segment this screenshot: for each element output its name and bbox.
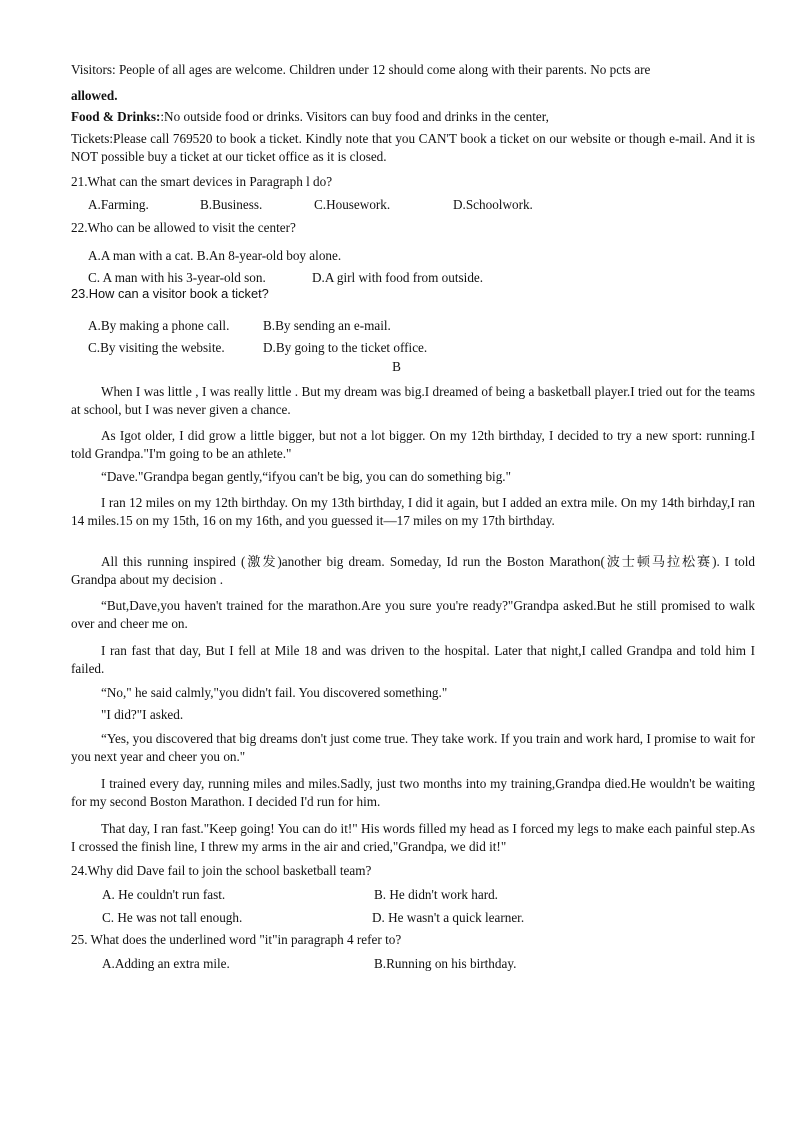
passage-paragraph-6: “But,Dave,you haven't trained for the marathon.Are you sure you're ready?"Grandpa asked.But he still promised to walk over and cheer me on.: [71, 598, 755, 631]
section-b-heading: B: [392, 359, 401, 374]
visitors-text: People of all ages are welcome. Children under 12 should come along with their parents. No pcts are: [115, 62, 651, 77]
q23-option-a: A.By making a phone call.: [88, 318, 230, 333]
q21-option-d: D.Schoolwork.: [453, 197, 533, 212]
passage-paragraph-8: “No," he said calmly,"you didn't fail. You discovered something.": [101, 685, 448, 700]
passage-paragraph-10: “Yes, you discovered that big dreams don't just come true. They take work. If you train and work hard, I promise to wait for you next year and cheer you on.": [71, 731, 755, 764]
food-label: Food & Drinks:: [71, 109, 161, 124]
q24-option-d: D. He wasn't a quick learner.: [372, 910, 525, 925]
passage-paragraph-11: I trained every day, running miles and miles.Sadly, just two months into my training,Grandpa died.He wouldn't be waiting for my second Boston Marathon. I decided I'd run for him.: [71, 776, 755, 809]
q25-question: 25. What does the underlined word "it"in paragraph 4 refer to?: [71, 932, 402, 947]
passage-paragraph-1: When I was little , I was really little . But my dream was big.I dreamed of being a basketball player.I tried out for the teams at school, but I was never given a chance.: [71, 384, 755, 417]
q24-question: 24.Why did Dave fail to join the school basketball team?: [71, 863, 372, 878]
q23-question: 23.How can a visitor book a ticket?: [71, 286, 269, 301]
passage-paragraph-2: As Igot older, I did grow a little bigger, but not a lot bigger. On my 12th birthday, I decided to try a new sport: running.I told Grandpa."I'm going to be an athlete.": [71, 428, 755, 461]
passage-paragraph-7: I ran fast that day, But I fell at Mile 18 and was driven to the hospital. Later that night,I called Grandpa and told him I failed.: [71, 643, 755, 676]
q21-option-a: A.Farming.: [88, 197, 149, 212]
visitors-rule-end: [71, 87, 755, 105]
tickets-rule: Tickets:Please call 769520 to book a ticket. Kindly note that you CAN'T book a ticket on our website or though e-mail. And it is NOT possible buy a ticket at our ticket office as it is closed.: [71, 131, 755, 164]
q24-option-b: B. He didn't work hard.: [374, 887, 498, 902]
q22-question: 22.Who can be allowed to visit the center?: [71, 220, 296, 235]
q24-option-c: C. He was not tall enough.: [102, 910, 243, 925]
food-text: :No outside food or drinks. Visitors can buy food and drinks in the center,: [160, 109, 549, 124]
passage-paragraph-4: I ran 12 miles on my 12th birthday. On my 13th birthday, I did it again, but I added an extra mile. On my 14th birhday,I ran 14 miles.15 on my 15th, 16 on my 16th, and you guessed it—17 miles on my 17th birthday.: [71, 495, 755, 528]
passage-paragraph-9: "I did?"I asked.: [101, 707, 184, 722]
q23-option-d: D.By going to the ticket office.: [263, 340, 428, 355]
food-rule: [71, 108, 755, 126]
q22-option-ab: A.A man with a cat. B.An 8-year-old boy alone.: [88, 248, 342, 263]
q25-option-a: A.Adding an extra mile.: [102, 956, 230, 971]
q22-option-d: D.A girl with food from outside.: [312, 270, 484, 285]
q21-option-b: B.Business.: [200, 197, 263, 212]
q23-option-c: C.By visiting the website.: [88, 340, 225, 355]
visitors-bold-end: allowed.: [71, 88, 118, 103]
visitors-rule: [71, 61, 755, 79]
passage-paragraph-5: All this running inspired (激发)another big dream. Someday, Id run the Boston Marathon(波士顿马拉松赛). I told Grandpa about my decision .: [71, 554, 755, 587]
q22-option-c: C. A man with his 3-year-old son.: [88, 270, 266, 285]
passage-paragraph-3: “Dave."Grandpa began gently,“ifyou can't be big, you can do something big.": [101, 469, 511, 484]
q21-question: 21.What can the smart devices in Paragraph l do?: [71, 174, 333, 189]
q21-option-c: C.Housework.: [314, 197, 391, 212]
q24-option-a: A. He couldn't run fast.: [102, 887, 226, 902]
q25-option-b: B.Running on his birthday.: [374, 956, 517, 971]
visitors-label: Visitors:: [71, 62, 116, 77]
q23-option-b: B.By sending an e-mail.: [263, 318, 391, 333]
passage-paragraph-12: That day, I ran fast."Keep going! You can do it!" His words filled my head as I forced my legs to make each painful step.As I crossed the finish line, I threw my arms in the air and cried,"Grandpa, we did it!": [71, 821, 755, 854]
